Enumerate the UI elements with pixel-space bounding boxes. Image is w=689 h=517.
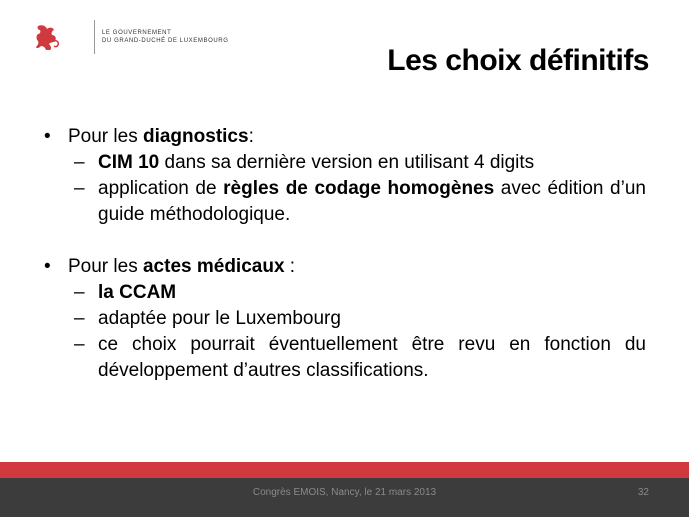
dash-icon: – [74, 334, 85, 355]
footer-accent-bar [0, 462, 689, 478]
bullet-dot-icon: • [44, 126, 51, 147]
sub-bullet-luxembourg: – adaptée pour le Luxembourg [44, 306, 646, 332]
slide-title: Les choix définitifs [387, 44, 649, 77]
bullet-medical-acts: • Pour les actes médicaux : [44, 254, 646, 280]
footer [0, 478, 689, 517]
logo-divider [94, 20, 95, 54]
logo-line-2: DU GRAND-DUCHÉ DE LUXEMBOURG [102, 38, 229, 44]
sub-bullet-ccam: – la CCAM [44, 280, 646, 306]
sub-bullet-cim10: – CIM 10 dans sa dernière version en utilisant 4 digits [44, 150, 646, 176]
logo-line-1: LE GOUVERNEMENT [102, 30, 172, 36]
dash-icon: – [74, 178, 85, 199]
lion-icon [34, 22, 60, 52]
dash-icon: – [74, 152, 85, 173]
sub-bullet-coding-rules: – application de règles de codage homogènes avec édition d’un guide méthodologique. [74, 178, 646, 225]
slide-content [44, 124, 646, 384]
page-number: 32 [637, 487, 649, 498]
logo-text [102, 29, 228, 45]
dash-icon: – [74, 282, 85, 303]
footer-caption: Congrès EMOIS, Nancy, le 21 mars 2013 [252, 487, 437, 498]
bullet-dot-icon: • [44, 256, 51, 277]
sub-bullet-revision: – ce choix pourrait éventuellement être revu en fonction du développement d’autres classifications. [74, 334, 646, 381]
dash-icon: – [74, 308, 85, 329]
bullet-diagnostics: • Pour les diagnostics: [44, 124, 646, 150]
government-logo [30, 18, 229, 58]
